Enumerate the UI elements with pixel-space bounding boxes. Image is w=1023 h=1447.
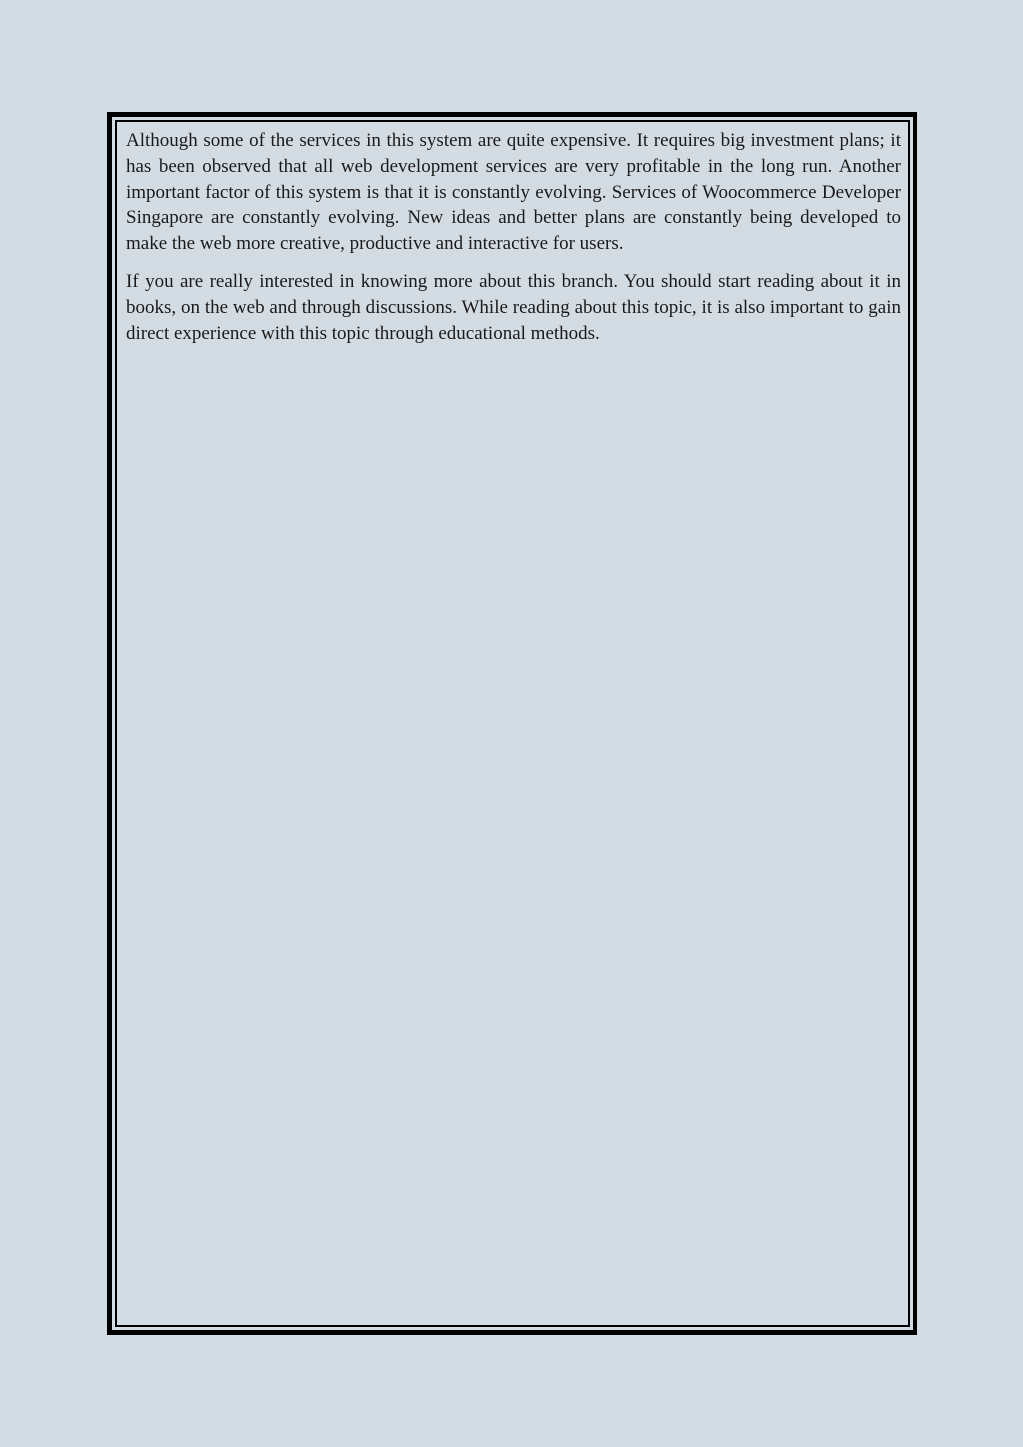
paragraph-1: Although some of the services in this system are quite expensive. It requires big investment plans; it has been observed that all web development services are very profitable in the long run. Another important factor of this system is that it is constantly evolving. Services of Woocommerce Developer Singapore are constantly evolving. New ideas and better plans are constantly being developed to make the web more creative, productive and interactive for users.: [126, 130, 901, 255]
page-border-inner: [115, 120, 910, 1327]
page-border-outer: [107, 112, 917, 1335]
paragraph-2: If you are really interested in knowing more about this branch. You should start reading about it in books, on the web and through discussions. While reading about this topic, it is also important to gain direct experience with this topic through educational methods.: [126, 270, 901, 344]
document-body: [126, 128, 901, 358]
